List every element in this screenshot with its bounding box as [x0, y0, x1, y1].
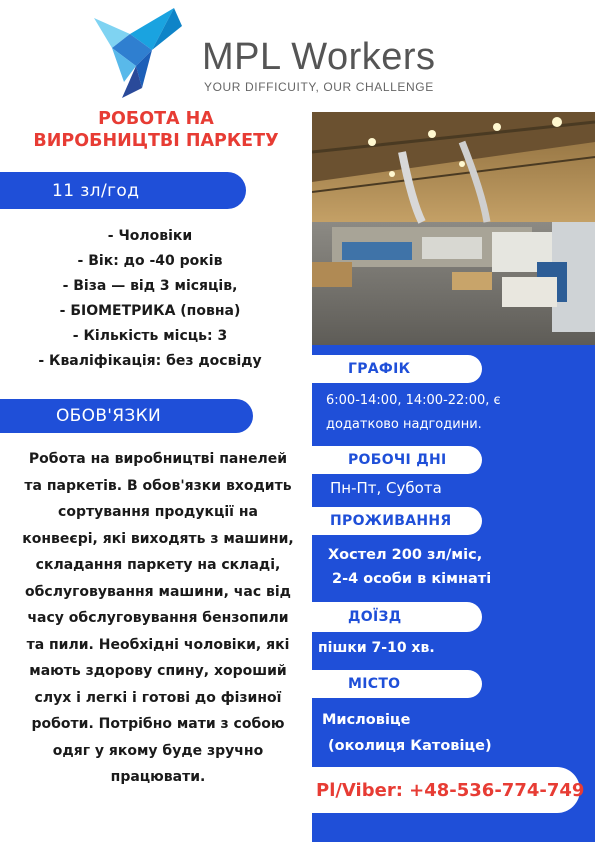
- duties-line: конвеєрі, які виходять з машини,: [22, 530, 294, 547]
- city-value: [322, 707, 492, 759]
- contact-phone[interactable]: Pl/Viber: +48-536-774-749: [312, 767, 580, 813]
- schedule-value: [326, 389, 501, 437]
- duties-line: складання паркету на складі,: [35, 557, 281, 573]
- duties-header: ОБОВ'ЯЗКИ: [0, 399, 253, 433]
- schedule-label: ГРАФІК: [312, 355, 482, 383]
- factory-photo: [312, 112, 595, 345]
- schedule-line-1: 6:00-14:00, 14:00-22:00, є: [326, 393, 501, 408]
- duties-line: слух і легкі і готові до фізиної: [34, 689, 282, 706]
- job-title-line-1: РОБОТА НА: [98, 109, 214, 129]
- requirement-item: - Кваліфікація: без досвіду: [38, 353, 262, 369]
- duties-line: часу обслуговування бензопили: [27, 610, 289, 626]
- duties-line: працювати.: [110, 769, 206, 785]
- bird-logo-icon: [82, 4, 202, 102]
- duties-line: сортування продукції на: [58, 504, 258, 520]
- requirement-item: - Вік: до -40 років: [77, 253, 223, 269]
- duties-line: мають здорову спину, хороший: [29, 663, 287, 679]
- duties-description: [12, 446, 304, 791]
- brand-name: MPL Workers: [202, 36, 436, 78]
- requirement-item: - Чоловіки: [107, 228, 193, 244]
- schedule-line-2: додатково надгодини.: [326, 417, 482, 432]
- job-title-line-2: ВИРОБНИЦТВІ ПАРКЕТУ: [33, 131, 279, 151]
- duties-line: Робота на виробництві панелей: [28, 451, 288, 467]
- city-line-2: (околиця Катовіце): [328, 738, 492, 754]
- duties-line: та пили. Необхідні чоловіки, які: [26, 636, 290, 653]
- commute-label: ДОЇЗД: [312, 602, 482, 632]
- city-line-1: Мисловіце: [322, 712, 411, 728]
- city-label: МІСТО: [312, 670, 482, 698]
- commute-value: пішки 7-10 хв.: [318, 640, 435, 656]
- duties-line: одяг у якому буде зручно: [52, 742, 264, 759]
- logo: [82, 4, 522, 102]
- job-title: [0, 108, 312, 152]
- brand-tagline: YOUR DIFFICUITY, OUR CHALLENGE: [204, 80, 434, 94]
- work-days-label: РОБОЧІ ДНІ: [312, 446, 482, 474]
- housing-value: [328, 543, 491, 591]
- duties-line: роботи. Потрібно мати з собою: [31, 716, 285, 732]
- work-days-value: Пн-Пт, Субота: [330, 479, 442, 497]
- salary-badge: 11 зл/год: [0, 172, 246, 209]
- requirement-item: - Віза — від 3 місяців,: [62, 278, 238, 294]
- duties-line: обслуговування машини, час від: [25, 583, 291, 600]
- housing-line-1: Хостел 200 зл/міс,: [328, 547, 483, 563]
- housing-line-2: 2-4 особи в кімнаті: [332, 571, 492, 587]
- housing-label: ПРОЖИВАННЯ: [312, 507, 482, 535]
- duties-line: та паркетів. В обов'язки входить: [24, 477, 292, 494]
- requirements-list: [0, 224, 300, 374]
- requirement-item: - БІОМЕТРИКА (повна): [59, 303, 241, 319]
- requirement-item: - Кількість місць: 3: [72, 328, 228, 344]
